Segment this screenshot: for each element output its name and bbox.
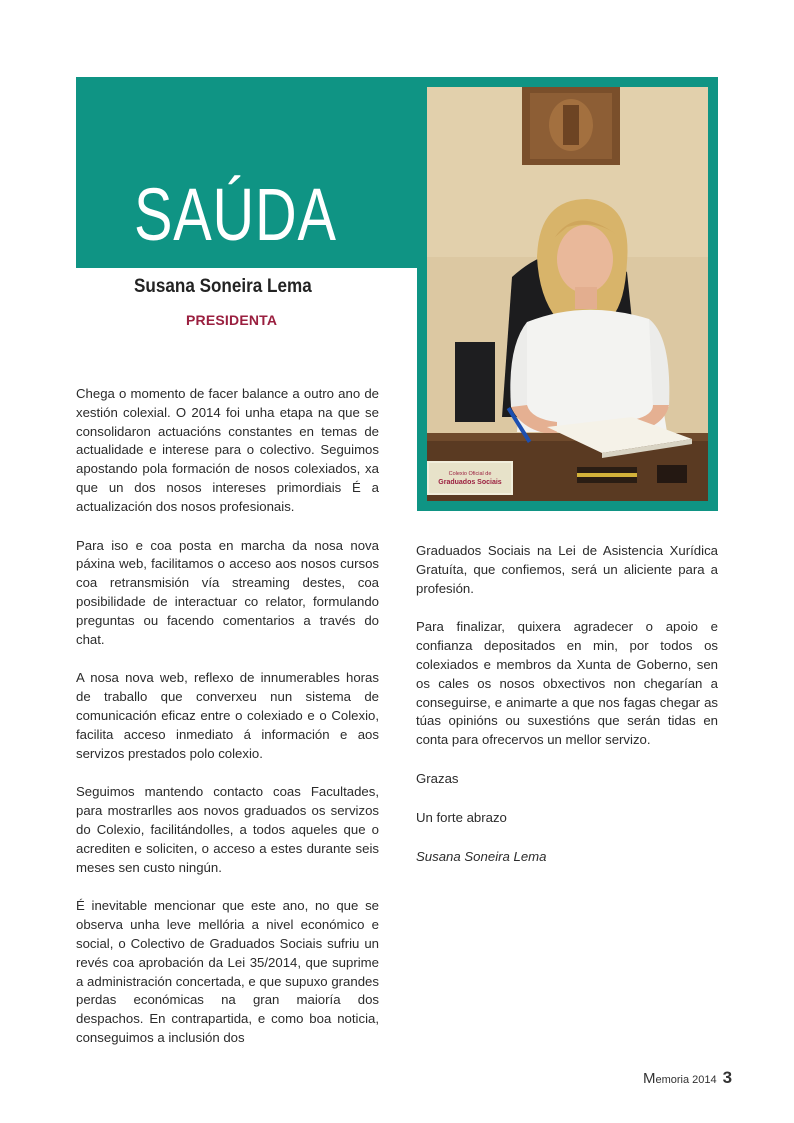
signature: Susana Soneira Lema xyxy=(416,848,547,864)
page-title: SAÚDA xyxy=(134,173,337,256)
paragraph: Chega o momento de facer balance a outro ano de xestión colexial. O 2014 foi unha etapa na que se consolidaron actuacións constantes en temas de actualidade e interese para o colectivo. Seguimos apostando pola formación de nosos colexiados, xa que un dos nosos intereses primordiais É a actualización dos nosos profesionais. xyxy=(76,386,379,514)
paragraph: É inevitable mencionar que este ano, no que se observa unha leve mellória a nivel económico e social, o Colectivo de Graduados Sociais sufriu un revés coa aprobación da Lei 35/2014, que suprime a administración concertada, e que supuxo grandes perdas económicas na gran maioría dos despachos. En contrapartida, e como boa noticia, conseguimos a inclusión dos xyxy=(76,898,379,1045)
right-column xyxy=(416,542,718,886)
portrait-photo xyxy=(427,87,708,501)
footer-initial: M xyxy=(643,1070,656,1087)
author-name: Susana Soneira Lema xyxy=(134,276,312,297)
author-role: PRESIDENTA xyxy=(186,312,278,328)
paragraph: Para iso e coa posta en marcha da nosa nova páxina web, facilitamos o acceso aos nosos cursos coa retransmisión vía streaming destes, coa posibilidade de interactuar co relator, formulando preguntas ou facendo comentarios a través do chat. xyxy=(76,537,379,647)
thanks-line: Grazas xyxy=(416,770,459,786)
closing-line: Un forte abrazo xyxy=(416,809,507,825)
paragraph: Graduados Sociais na Lei de Asistencia Xurídica Gratuíta, que confiemos, será un aliciente para a profesión. xyxy=(416,543,718,596)
portrait-illustration xyxy=(427,87,708,501)
nameplate-line2: Graduados Sociais xyxy=(438,479,502,486)
nameplate-line1: Colexio Oficial de xyxy=(448,471,492,477)
paragraph: Para finalizar, quixera agradecer o apoio e confianza depositados en min, por todos os colexiados e membros da Xunta de Goberno, sen os cales os nosos obxectivos non chegarían a conseguirse, e animarte a que nos fagas chegar as túas opinións ou suxestións que serán tidas en conta para ofrecervos un mellor servizo. xyxy=(416,619,718,748)
footer-label: emoria 2014 xyxy=(655,1074,717,1086)
page-footer xyxy=(643,1068,732,1088)
left-column xyxy=(76,385,379,1068)
paragraph: A nosa nova web, reflexo de innumerables horas de traballo que converxeu nun sistema de comunicación eficaz entre o colexiado e o Colexio, facilita acceso inmediato á información e aos servizos prestados polo colexio. xyxy=(76,670,379,761)
page-number: 3 xyxy=(722,1068,733,1087)
paragraph: Seguimos mantendo contacto coas Facultades, para mostrarlles aos novos graduados os servizos do Colexio, facilitándolles, a todos aqueles que o acrediten e soliciten, o acceso a estes durante seis meses sen custo ningún. xyxy=(76,784,379,875)
